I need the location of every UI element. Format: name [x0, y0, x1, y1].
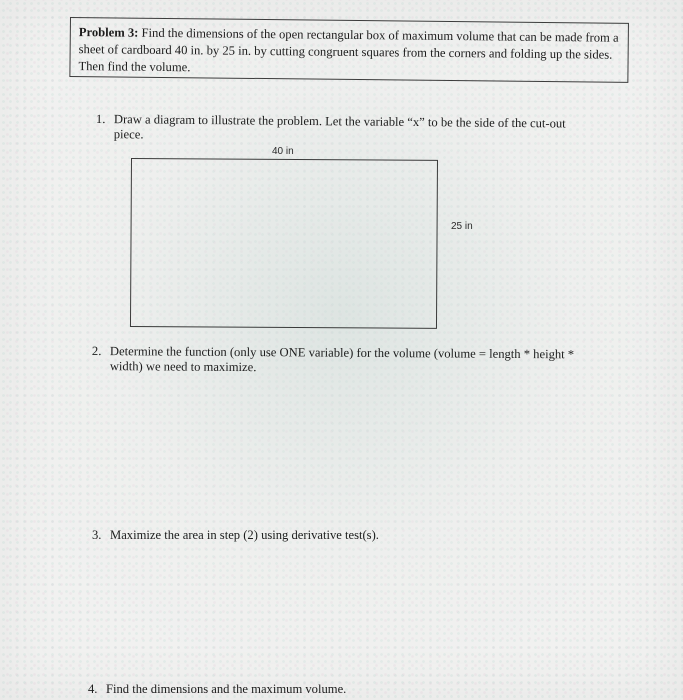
problem-label: Problem 3: [78, 25, 139, 40]
problem-statement-box [69, 17, 629, 83]
step-text [110, 344, 574, 377]
step-number: 4. [88, 682, 98, 696]
step-text [110, 528, 379, 543]
step-1 [95, 112, 616, 142]
step-2 [91, 344, 632, 375]
step-number: 3. [92, 528, 102, 542]
step-number: 1. [95, 112, 106, 127]
step-line: Maximize the area in step (2) using derivative test(s). [110, 528, 379, 542]
problem-text: Find the dimensions of the open rectangular box of maximum volume that can be made from a sheet of cardboard 40 in. by 25 in. by cutting congruent squares from the corners and folding up the sides. Then find the volume. [78, 25, 619, 75]
step-line: Find the dimensions and the maximum volume. [106, 682, 347, 696]
step-line: piece. [113, 127, 144, 142]
height-dimension-label: 25 in [451, 221, 473, 232]
width-dimension-label: 40 in [272, 146, 294, 157]
step-line: width) we need to maximize. [109, 359, 257, 375]
step-text [114, 112, 566, 146]
step-line: Determine the function (only use ONE variable) for the volume (volume = length * height * [109, 344, 575, 362]
step-number: 2. [91, 344, 102, 359]
step-line: Draw a diagram to illustrate the problem. Let the variable “x” to be the side of the cut-out [113, 112, 566, 131]
cardboard-sheet-diagram [130, 158, 438, 329]
step-text [106, 682, 346, 697]
